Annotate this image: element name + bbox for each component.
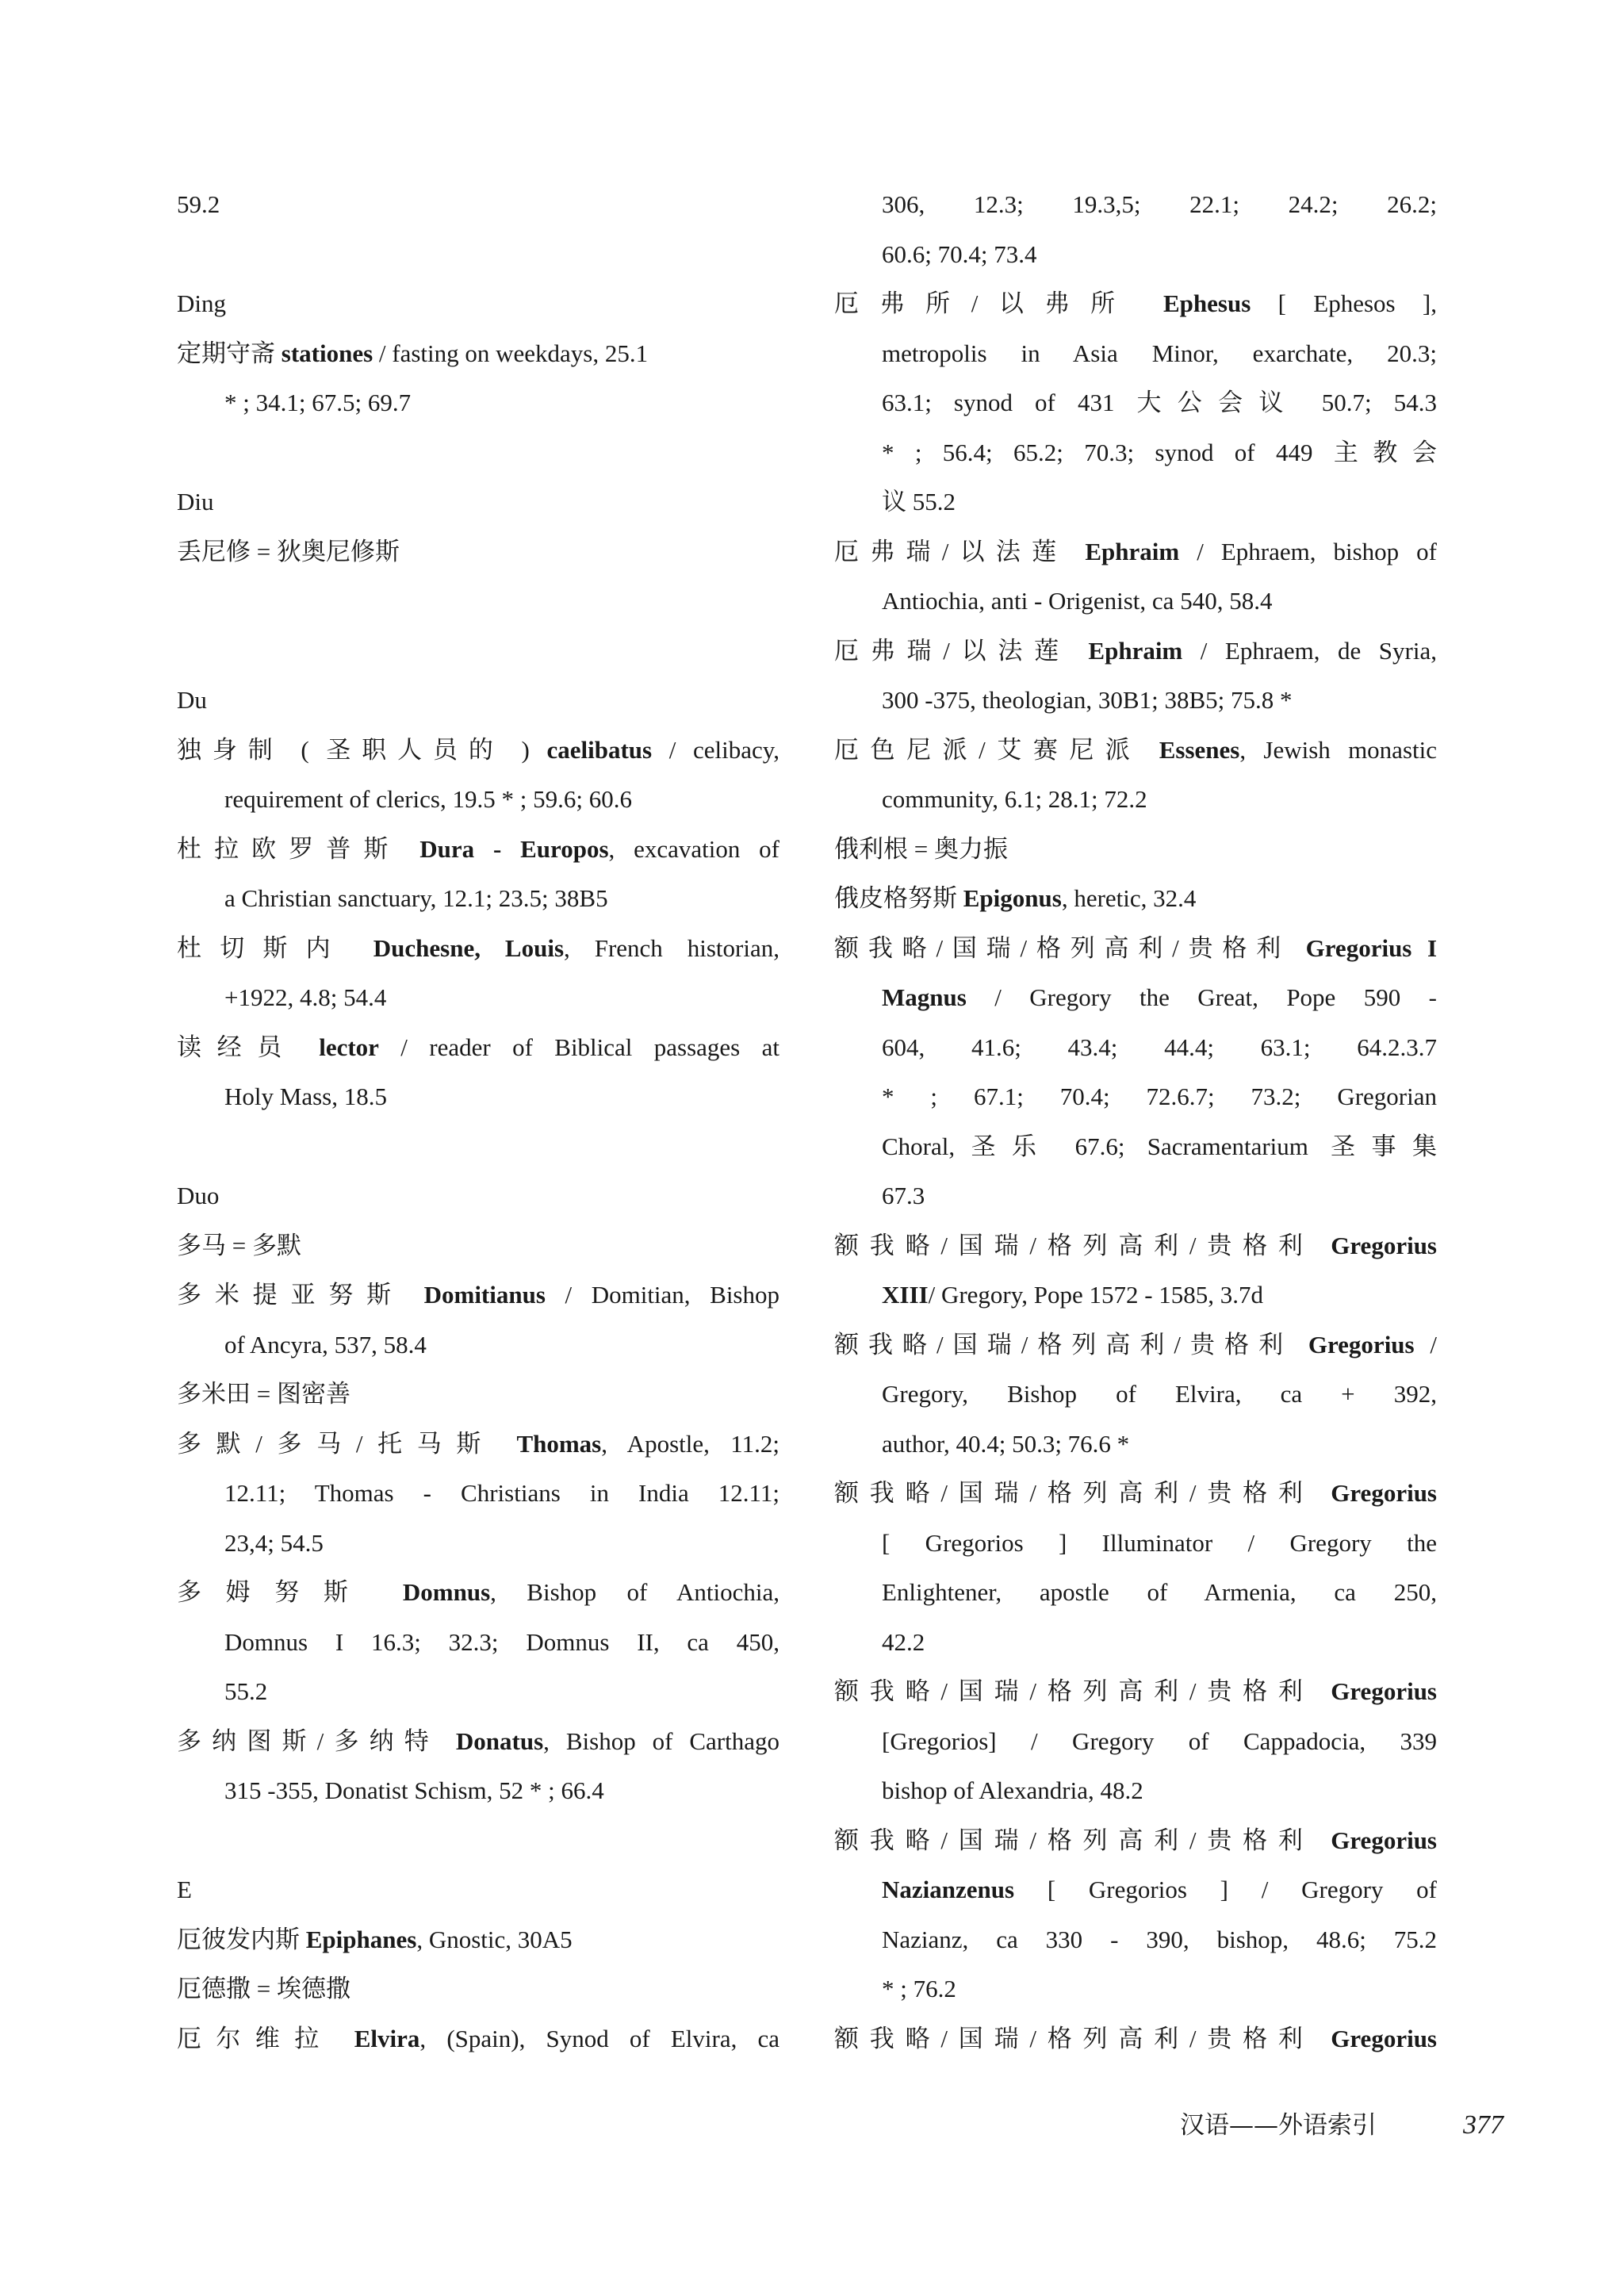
index-entry-line [834,734,1437,766]
index-text: E [177,1876,192,1903]
index-text: Enlightener, apostle of Armenia, ca 250, [882,1578,1437,1606]
index-text: Duo [177,1182,220,1209]
index-entry-line [834,288,1437,320]
index-text: Choral,圣乐 67.6; Sacramentarium 圣事集 [882,1132,1437,1160]
index-text: 多纳图斯/多纳特 [177,1727,456,1755]
index-entry-continuation [224,784,779,815]
index-term: XIII [882,1281,929,1309]
index-text: 604, 41.6; 43.4; 44.4; 63.1; 64.2.3.7 [882,1033,1437,1061]
index-entry-continuation [882,1527,1437,1559]
index-entry-continuation [882,684,1437,716]
index-text: , Jewish monastic [1239,736,1437,764]
index-text: / Gregory, Pope 1572 - 1585, 3.7d [928,1281,1264,1309]
index-entry-line [177,1428,779,1460]
page-number: 377 [1463,2110,1503,2140]
index-term: Gregorius [1331,2025,1437,2052]
index-text: 多米提亚努斯 [177,1281,424,1309]
index-text: 额我略/国瑞/格列高利/贵格利 [834,1331,1308,1359]
index-text: 厄弗所/以弗所 [834,289,1163,317]
index-entry-line [177,189,779,220]
index-entry-line [177,734,779,766]
index-text: 额我略/国瑞/格列高利/贵格利 [834,1677,1331,1705]
index-term: lector [319,1033,379,1061]
index-text: , Gnostic, 30A5 [416,1926,573,1953]
index-entry-continuation [224,387,779,419]
index-letter-heading [177,486,779,518]
index-entry-continuation [224,1081,779,1113]
index-entry-continuation [224,1627,779,1658]
index-entry-line [834,834,1437,865]
index-term: stationes [281,339,373,367]
index-text: 厄尔维拉 [177,2025,354,2052]
index-entry-line [177,1577,779,1608]
index-entry-line [177,1973,779,2005]
index-entry-line [177,536,779,568]
index-entry-continuation [882,387,1437,419]
index-entry-continuation [882,982,1437,1014]
index-text: requirement of clerics, 19.5 * ; 59.6; 60.6 [224,785,632,813]
index-text: , Bishop of Carthago [543,1727,779,1755]
index-text: Antiochia, anti - Origenist, ca 540, 58.4 [882,587,1273,615]
index-entry-line [177,2023,779,2055]
index-entry-continuation [882,1081,1437,1113]
index-text: * ; 34.1; 67.5; 69.7 [224,389,412,416]
index-text: Nazianz, ca 330 - 390, bishop, 48.6; 75.2 [882,1926,1437,1953]
index-entry-line [834,883,1437,914]
index-text: , (Spain), Synod of Elvira, ca [419,2025,779,2052]
index-text: 额我略/国瑞/格列高利/贵格利 [834,2025,1331,2052]
index-text: bishop of Alexandria, 48.2 [882,1776,1143,1804]
index-entry-continuation [224,1527,779,1559]
index-text: 多米田 = 图密善 [177,1380,350,1408]
index-text: 额我略/国瑞/格列高利/贵格利 [834,1826,1331,1854]
index-text: Domnus I 16.3; 32.3; Domnus II, ca 450, [224,1628,779,1656]
index-text: , Apostle, 11.2; [601,1430,779,1458]
index-letter-heading [177,684,779,716]
index-entry-line [834,933,1437,964]
index-text: 67.3 [882,1182,925,1209]
index-entry-line [177,1726,779,1757]
index-text: 定期守斋 [177,339,282,367]
index-entry-line [177,1924,779,1956]
index-entry-continuation [224,883,779,914]
index-text: / [1414,1331,1437,1359]
index-text: 多默/多马/托马斯 [177,1430,517,1458]
index-entry-continuation [224,1676,779,1707]
index-entry-continuation [882,1428,1437,1460]
index-term: Nazianzenus [882,1876,1015,1903]
index-term: Epiphanes [305,1926,417,1953]
index-entry-continuation [882,1973,1437,2005]
index-entry-continuation [882,1032,1437,1063]
index-text: 杜切斯内 [177,934,373,962]
index-text: 60.6; 70.4; 73.4 [882,240,1037,268]
index-text: 厄弗瑞/以法莲 [834,637,1089,665]
index-text: 额我略/国瑞/格列高利/贵格利 [834,1232,1331,1259]
index-text: 55.2 [224,1677,268,1705]
index-term: Domnus [402,1578,491,1606]
index-text: a Christian sanctuary, 12.1; 23.5; 38B5 [224,884,608,912]
index-text: / Ephraem, bishop of [1179,538,1437,565]
index-text: 读经员 [177,1033,320,1061]
index-entry-line [177,834,779,865]
index-term: Elvira [354,2025,420,2052]
index-text: [Gregorios] / Gregory of Cappadocia, 339 [882,1727,1437,1755]
index-entry-line [834,635,1437,667]
index-text: 306, 12.3; 19.3,5; 22.1; 24.2; 26.2; [882,190,1437,218]
index-letter-heading [177,288,779,320]
index-text: , excavation of [608,835,780,863]
index-text: * ; 67.1; 70.4; 72.6.7; 73.2; Gregorian [882,1083,1437,1110]
index-term: Gregorius [1331,1232,1437,1259]
index-entry-continuation [882,338,1437,370]
index-entry-line [177,1279,779,1311]
index-text: , French historian, [564,934,779,962]
index-text: 厄彼发内斯 [177,1926,306,1953]
index-term: caelibatus [546,736,653,764]
index-text: 杜拉欧罗普斯 [177,835,420,863]
index-entry-continuation [882,1726,1437,1757]
index-text: , heretic, 32.4 [1061,884,1197,912]
index-term: Gregorius [1308,1331,1415,1359]
index-text: Holy Mass, 18.5 [224,1083,387,1110]
index-text: Ding [177,289,226,317]
index-term: Magnus [882,983,967,1011]
index-text: [ Gregorios ] Illuminator / Gregory the [882,1529,1437,1557]
index-text: author, 40.4; 50.3; 76.6 * [882,1430,1130,1458]
index-term: Gregorius I [1305,934,1438,962]
index-text: +1922, 4.8; 54.4 [224,983,387,1011]
index-text: / fasting on weekdays, 25.1 [373,339,649,367]
index-term: Donatus [455,1727,544,1755]
index-text: Diu [177,488,214,515]
index-term: Thomas [516,1430,602,1458]
index-term: Ephesus [1162,289,1251,317]
index-entry-continuation [882,1775,1437,1807]
index-text: / Gregory the Great, Pope 590 - [966,983,1437,1011]
index-text: 59.2 [177,190,220,218]
index-text: 额我略/国瑞/格列高利/贵格利 [834,934,1306,962]
index-entry-continuation [224,1329,779,1361]
index-entry-continuation [882,486,1437,518]
index-entry-line [834,1329,1437,1361]
index-term: Domitianus [423,1281,546,1309]
index-text: 额我略/国瑞/格列高利/贵格利 [834,1479,1331,1507]
index-entry-continuation [224,1775,779,1807]
index-entry-continuation [882,1577,1437,1608]
index-entry-continuation [882,1180,1437,1212]
index-text: / Ephraem, de Syria, [1182,637,1437,665]
index-entry-continuation [882,1924,1437,1956]
index-text: 俄利根 = 奥力振 [834,835,1008,863]
index-entry-continuation [882,1279,1437,1311]
index-text: Du [177,686,207,714]
running-footer-label: 汉语——外语索引 [1180,2111,1377,2140]
index-entry-line [834,1676,1437,1707]
index-entry-line [177,1378,779,1410]
index-text: 300 -375, theologian, 30B1; 38B5; 75.8 * [882,686,1293,714]
index-text: 议 55.2 [882,488,956,515]
index-entry-line [834,1825,1437,1857]
index-entry-continuation [882,437,1437,469]
index-entry-line [834,2023,1437,2055]
index-text: metropolis in Asia Minor, exarchate, 20.3; [882,339,1437,367]
index-text: 多马 = 多默 [177,1232,301,1259]
index-term: Gregorius [1331,1479,1437,1507]
index-text: 315 -355, Donatist Schism, 52 * ; 66.4 [224,1776,604,1804]
index-text: 丢尼修 = 狄奥尼修斯 [177,538,400,565]
index-term: Gregorius [1331,1677,1437,1705]
index-entry-line [834,536,1437,568]
index-term: Epigonus [963,884,1062,912]
index-entry-continuation [882,1627,1437,1658]
index-text: [ Ephesos ], [1251,289,1437,317]
index-entry-line [177,933,779,964]
index-entry-line [834,1477,1437,1509]
index-text: 多姆努斯 [177,1578,403,1606]
index-text: * ; 76.2 [882,1975,956,2002]
index-entry-continuation [882,585,1437,617]
index-text: 独身制 ( 圣职人员的 ) [177,736,547,764]
index-entry-continuation [882,784,1437,815]
index-entry-line [177,1032,779,1063]
index-text: / celibacy, [652,736,779,764]
index-text: 厄色尼派/艾赛尼派 [834,736,1159,764]
index-term: Gregorius [1331,1826,1437,1854]
index-text: [ Gregorios ] / Gregory of [1014,1876,1437,1903]
index-text: Gregory, Bishop of Elvira, ca + 392, [882,1380,1437,1408]
index-text: 63.1; synod of 431 大公会议 50.7; 54.3 [882,389,1437,416]
index-text: 42.2 [882,1628,925,1656]
index-term: Duchesne, Louis [373,934,565,962]
index-text: , Bishop of Antiochia, [490,1578,779,1606]
index-entry-continuation [882,1378,1437,1410]
index-term: Essenes [1159,736,1240,764]
index-text: of Ancyra, 537, 58.4 [224,1331,427,1359]
index-entry-line [177,338,779,370]
index-entry-continuation [882,1874,1437,1906]
index-term: Dura - Europos [419,835,609,863]
index-text: 23,4; 54.5 [224,1529,324,1557]
index-entry-continuation [224,982,779,1014]
index-entry-continuation [882,239,1437,270]
index-text: * ; 56.4; 65.2; 70.3; synod of 449 主教会 [882,439,1437,466]
index-letter-heading [177,1180,779,1212]
index-text: 12.11; Thomas - Christians in India 12.11; [224,1479,779,1507]
index-entry-line [834,1230,1437,1262]
index-entry-continuation [882,189,1437,220]
index-text: 厄弗瑞/以法莲 [834,538,1086,565]
index-letter-heading [177,1874,779,1906]
index-term: Ephraim [1085,538,1180,565]
index-entry-continuation [224,1477,779,1509]
index-text: community, 6.1; 28.1; 72.2 [882,785,1147,813]
index-entry-continuation [882,1131,1437,1163]
index-entry-line [177,1230,779,1262]
index-text: 俄皮格努斯 [834,884,963,912]
index-text: / Domitian, Bishop [545,1281,779,1309]
index-text: 厄德撒 = 埃德撒 [177,1975,350,2002]
index-term: Ephraim [1088,637,1183,665]
index-text: / reader of Biblical passages at [378,1033,779,1061]
